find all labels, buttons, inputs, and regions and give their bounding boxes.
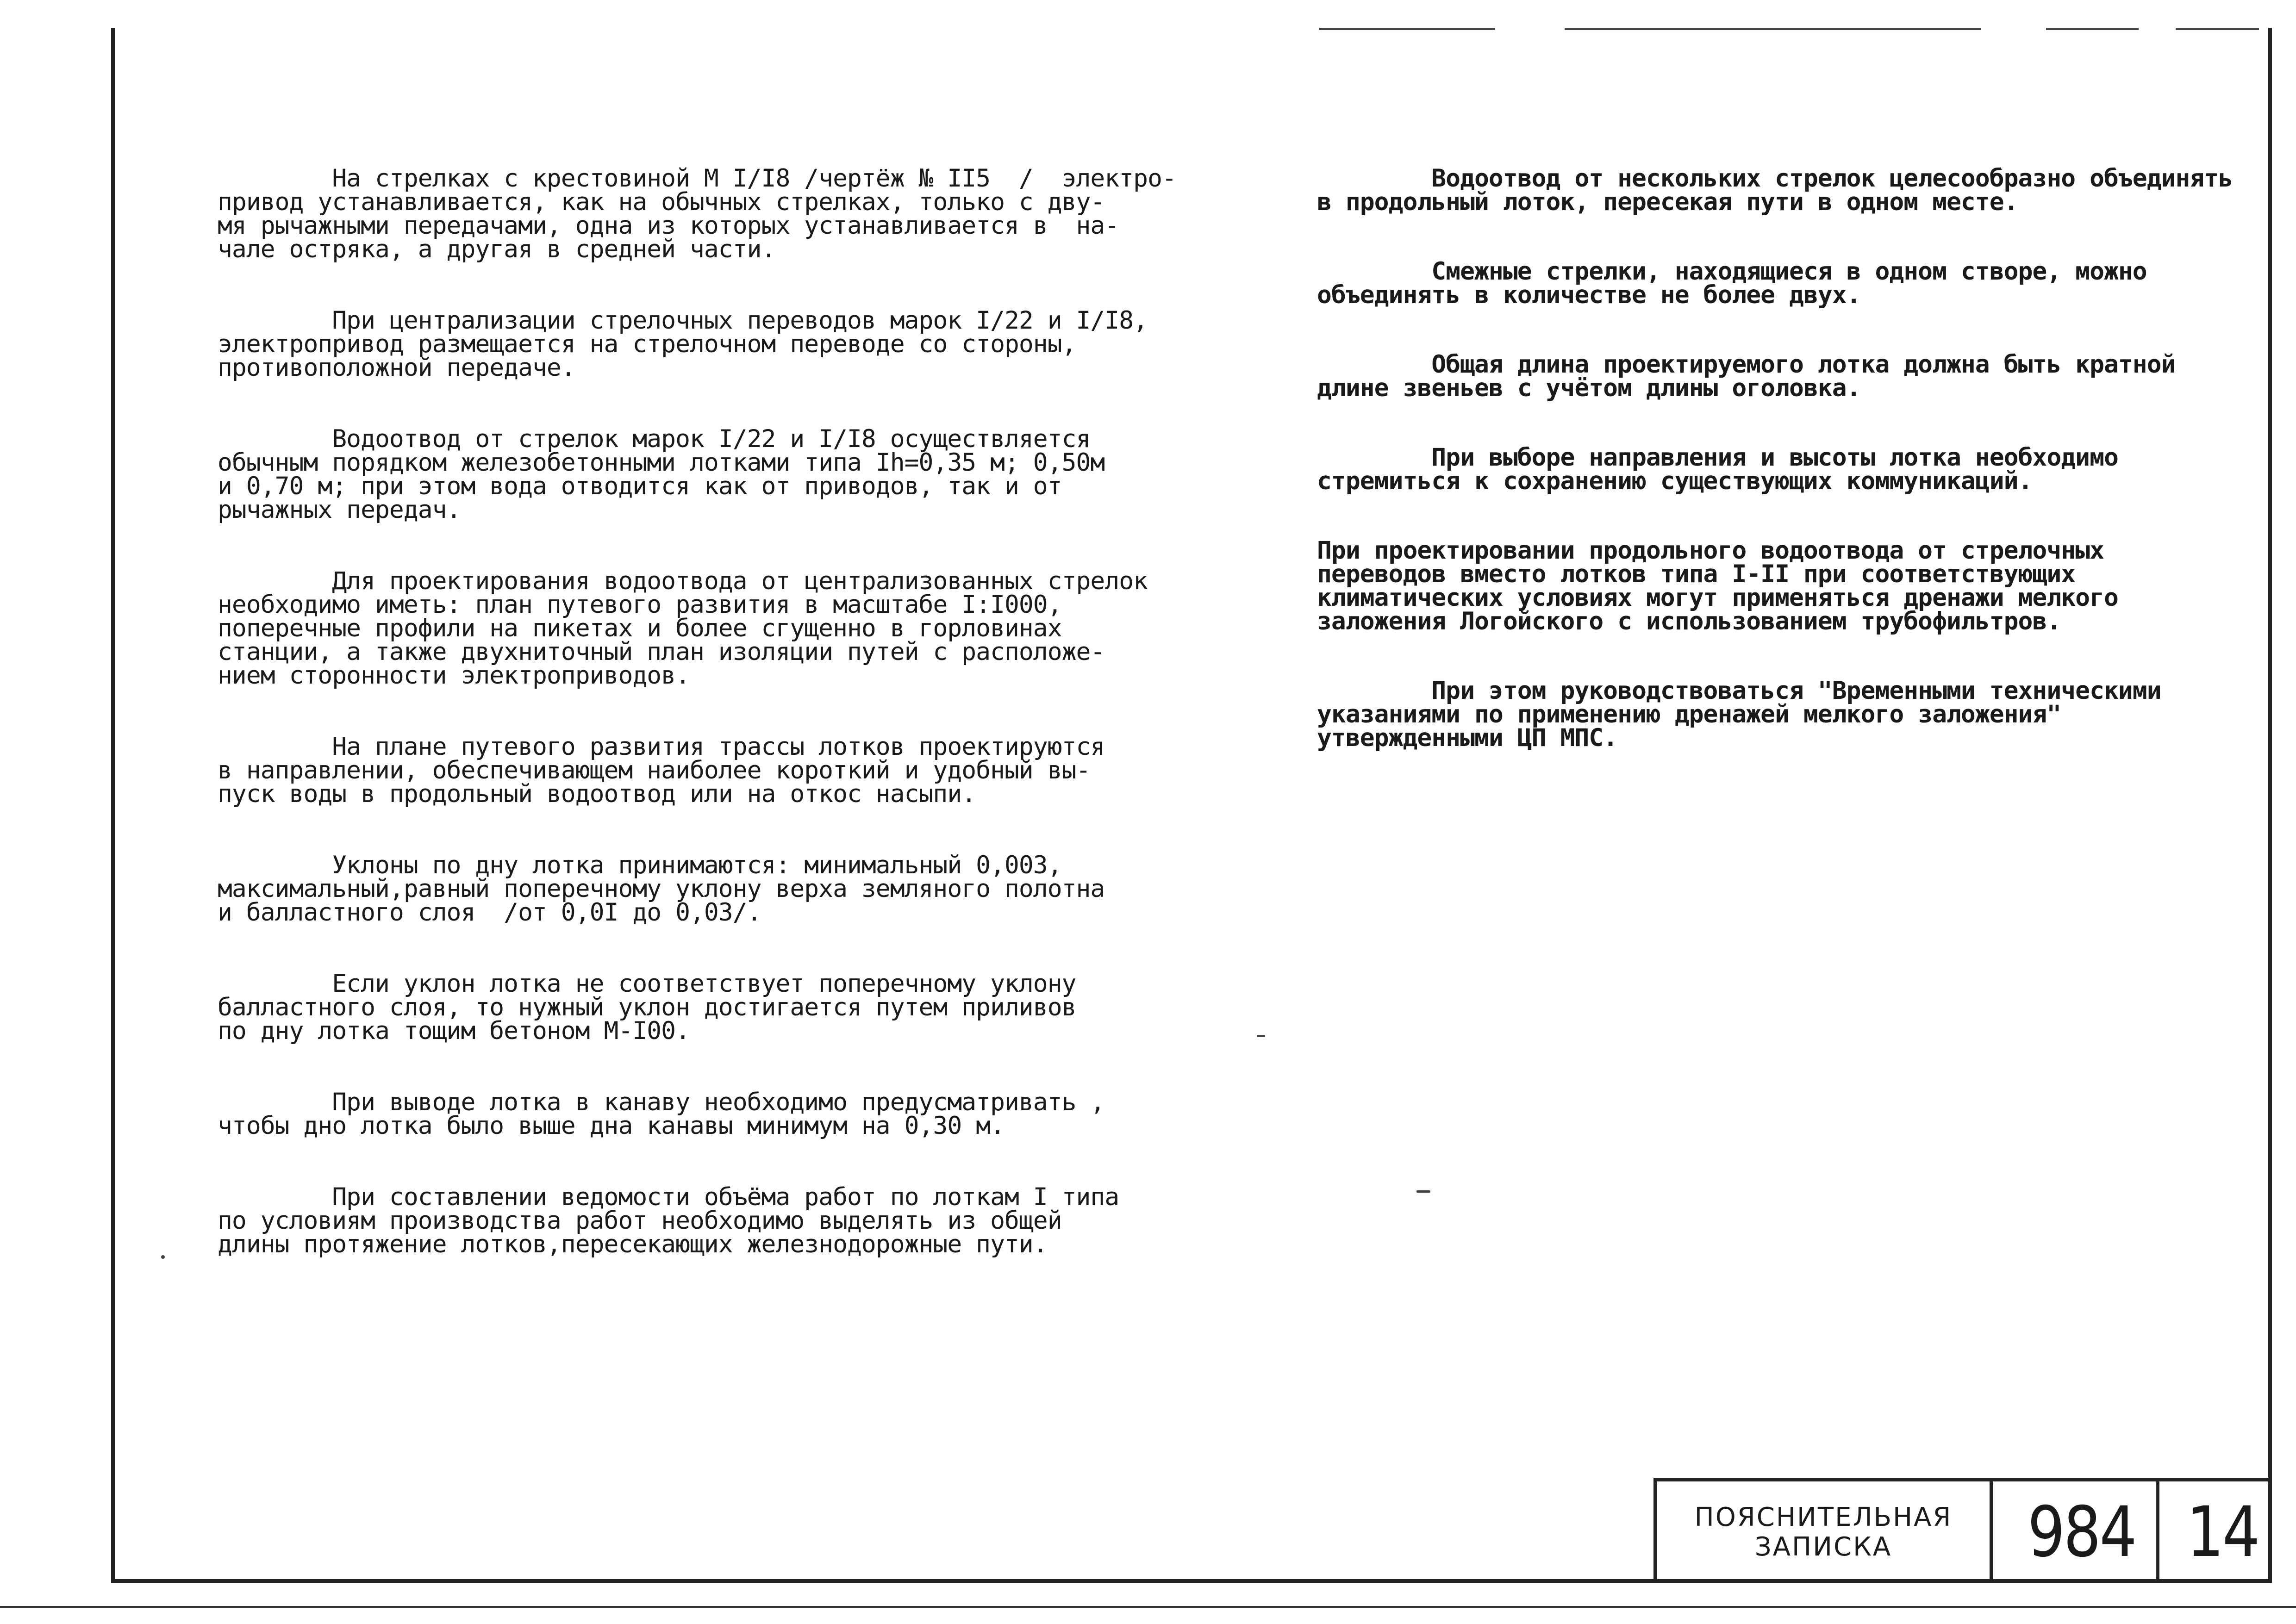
paragraph-centralization-placement: При централизации стрелочных переводов марок I/22 и I/I8, электропривод размещается на стрелочном переводе со стороны, противоположной передаче.: [218, 306, 1148, 382]
paragraph-direction-choice: При выборе направления и высоты лотка необходимо стремиться к сохранению существующих коммуникаций.: [1317, 443, 2118, 495]
paragraph-tray-length: Общая длина проектируемого лотка должна быть кратной длине звеньев с учётом длины оголовка.: [1317, 350, 2176, 402]
scan-speck: [161, 1255, 165, 1259]
sheet-number: 14: [2186, 1492, 2259, 1573]
frame-right-border: [2268, 28, 2272, 1583]
right-text-column: [1317, 164, 2238, 796]
paragraph-switch-drive-installation: На стрелках с крестовиной М I/I8 /чертёж № II5 / электро- привод устанавливается, как на обычных стрелках, только с дву- мя рычажными передачами, одна из которых устанавливается в на- чале остряка, а другая в средней части.: [218, 164, 1176, 263]
paragraph-slope-correction: Если уклон лотка не соответствует поперечному уклону балластного слоя, то нужный уклон достигается путем приливов по дну лотка тощим бетоном М-I00.: [218, 970, 1076, 1045]
top-edge-mark: [1319, 28, 1495, 30]
scan-speck: [1257, 1035, 1265, 1037]
top-edge-mark: [1565, 28, 1981, 30]
sheet-bottom-edge: [0, 1606, 2296, 1608]
paragraph-combined-drainage: Водоотвод от нескольких стрелок целесообразно объединять в продольный лоток, пересекая пути в одном месте.: [1317, 164, 2233, 216]
document-name-line1: ПОЯСНИТЕЛЬНАЯ: [1694, 1502, 1953, 1532]
document-number: 984: [2007, 1481, 2159, 1583]
paragraph-tray-routes: На плане путевого развития трассы лотков проектируются в направлении, обеспечивающем наиболее короткий и удобный вы- пуск воды в продольный водоотвод или на откос насыпи.: [218, 733, 1105, 808]
paragraph-technical-guidelines: При этом руководствоваться "Временными техническими указаниями по применению дренажей мелкого заложения" утвержденными ЦП МПС.: [1317, 677, 2161, 752]
title-block: [1653, 1478, 2272, 1583]
paragraph-design-requirements: Для проектирования водоотвода от централизованных стрелок необходимо иметь: план путевого развития в масштабе I:I000, поперечные профили на пикетах и более сгущенно в горловинах станции, а также двухниточный план изоляции путей с расположе- нием сторонности электроприводов.: [218, 567, 1148, 690]
document-name-cell: [1657, 1481, 1993, 1583]
paragraph-drainage-trays: Водоотвод от стрелок марок I/22 и I/I8 осуществляется обычным порядком железобетонными лотками типа Ih=0,35 м; 0,50м и 0,70 м; при этом вода отводится как от приводов, так и от рычажных передач.: [218, 425, 1105, 524]
top-edge-mark: [2046, 28, 2139, 30]
scan-speck: [1416, 1190, 1430, 1193]
document-name-line2: ЗАПИСКА: [1754, 1531, 1892, 1562]
top-edge-mark: [2176, 28, 2259, 30]
left-text-column: [218, 164, 1176, 1304]
paragraph-ditch-outlet: При выводе лотка в канаву необходимо предусматривать , чтобы дно лотка было выше дна канавы минимум на 0,30 м.: [218, 1088, 1105, 1140]
paragraph-tray-slopes: Уклоны по дну лотка принимаются: минимальный 0,003, максимальный,равный поперечному уклону верха земляного полотна и балластного слоя /от 0,0I до 0,03/.: [218, 851, 1105, 927]
paragraph-shallow-drains: При проектировании продольного водоотвода от стрелочных переводов вместо лотков типа I-II при соответствующих климатических условиях могут применяться дренажи мелкого заложения Логойского с использованием трубофильтров.: [1317, 536, 2118, 635]
paragraph-work-volume: При составлении ведомости объёма работ по лоткам I типа по условиям производства работ необходимо выделять из общей длины протяжение лотков,пересекающих железнодорожные пути.: [218, 1183, 1119, 1258]
paragraph-adjacent-switches: Смежные стрелки, находящиеся в одном створе, можно объединять в количестве не более двух.: [1317, 257, 2147, 309]
frame-left-border: [111, 28, 115, 1583]
